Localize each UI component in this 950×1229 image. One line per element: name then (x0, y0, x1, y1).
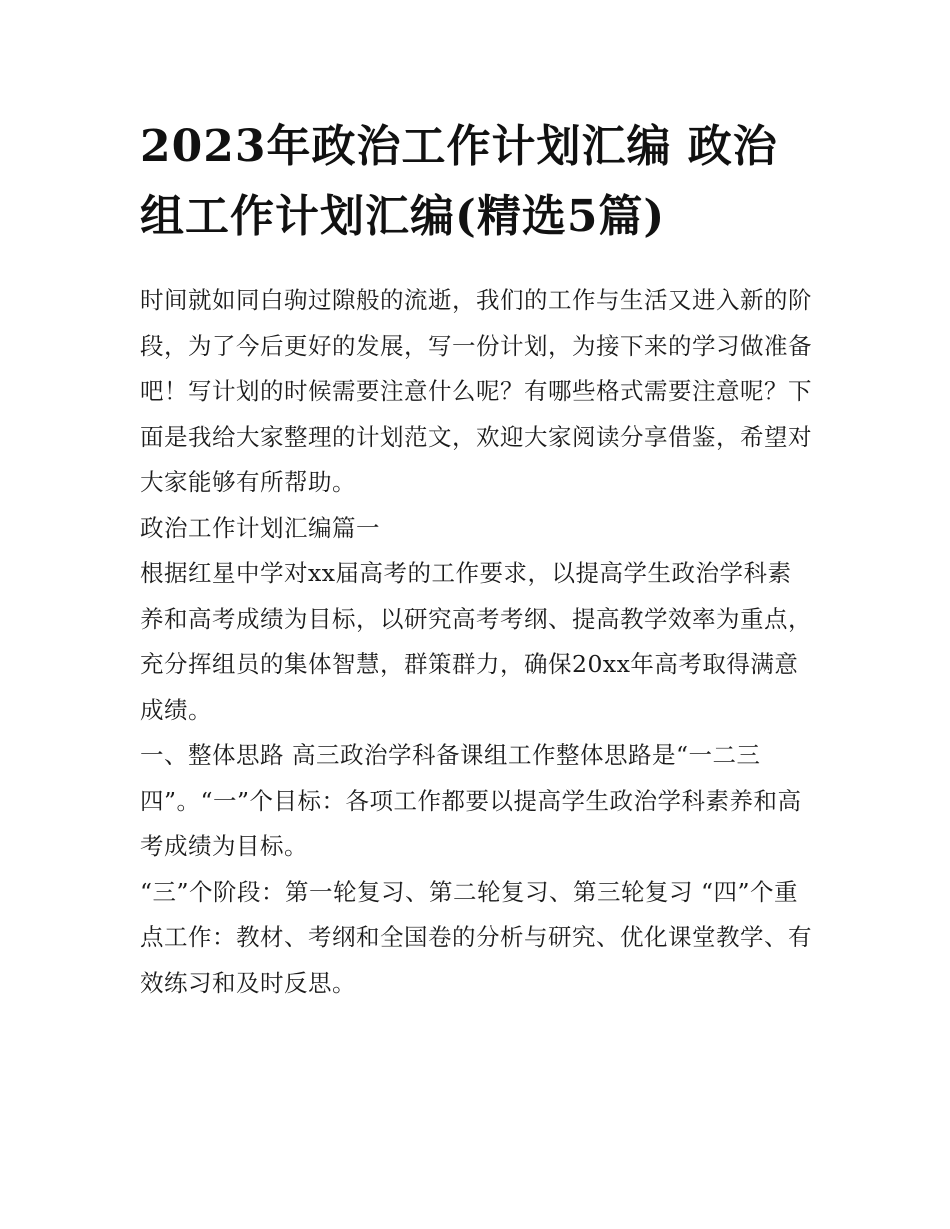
body-paragraph: 一、整体思路 高三政治学科备课组工作整体思路是“一二三四”。“一”个目标：各项工作都要以提高学生政治学科素养和高考成绩为目标。 (140, 741, 802, 860)
document-title: 2023年政治工作计划汇编 政治组工作计划汇编(精选5篇) (140, 121, 778, 242)
section-heading: 政治工作计划汇编篇一 (140, 513, 380, 542)
body-paragraph: “三”个阶段：第一轮复习、第二轮复习、第三轮复习 “四”个重点工作：教材、考纲和全国卷的分析与研究、优化课堂教学、有效练习和及时反思。 (140, 877, 812, 997)
intro-paragraph: 时间就如同白驹过隙般的流逝，我们的工作与生活又进入新的阶段，为了今后更好的发展，写一份计划，为接下来的学习做准备吧！写计划的时候需要注意什么呢？有哪些格式需要注意呢？下面是我给大家整理的计划范文，欢迎大家阅读分享借鉴，希望对大家能够有所帮助。 (140, 286, 812, 496)
body-paragraph: 根据红星中学对xx届高考的工作要求，以提高学生政治学科素养和高考成绩为目标，以研究高考考纲、提高教学效率为重点，充分挥组员的集体智慧，群策群力，确保20xx年高考取得满意成绩。 (140, 559, 812, 724)
document-body (140, 278, 815, 1006)
